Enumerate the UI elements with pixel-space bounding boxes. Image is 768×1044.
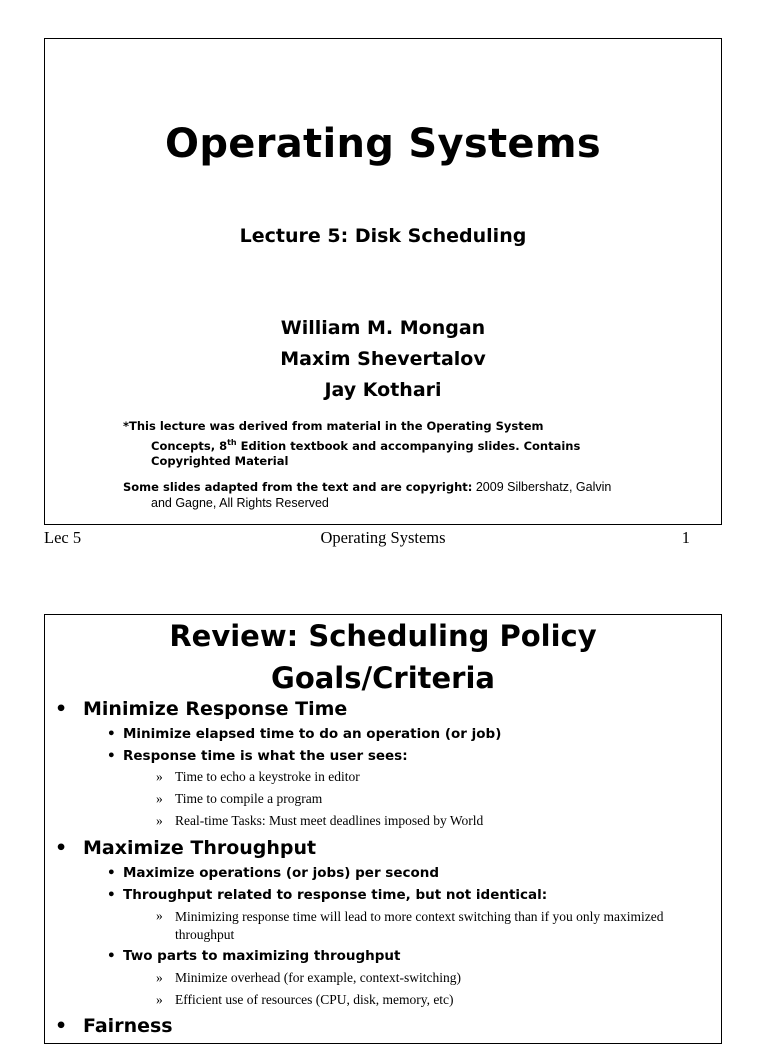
slide-title: [45, 615, 721, 699]
footer-page-number: 1: [681, 528, 690, 547]
bullet-dot: •: [55, 1015, 68, 1037]
lecture-subtitle: Lecture 5: Disk Scheduling: [239, 225, 527, 247]
sub-bullet-text: Minimize elapsed time to do an operation (or job): [123, 726, 502, 742]
author-list: [45, 313, 721, 406]
page-footer: [44, 528, 722, 550]
note-line: *This lecture was derived from material in the Operating System: [123, 419, 544, 433]
detail-text: Time to compile a program: [175, 791, 323, 806]
sub-bullet-text: Two parts to maximizing throughput: [123, 948, 401, 964]
note-text: Concepts, 8: [151, 438, 228, 453]
heading-text: Minimize Response Time: [83, 698, 348, 720]
bullet-dot: •: [55, 837, 68, 859]
note-text: Edition textbook and accompanying slides. Contains: [236, 438, 581, 453]
bullet-marker: »: [156, 791, 163, 806]
copyright-note: [123, 480, 701, 511]
detail-item: [156, 813, 484, 829]
detail-text: Efficient use of resources (CPU, disk, memory, etc): [175, 992, 454, 1007]
copyright-line: [123, 480, 701, 496]
review-slide: [44, 614, 722, 1044]
sub-bullet: [107, 948, 401, 964]
bullet-dot: •: [107, 748, 116, 764]
bullet-marker: »: [156, 970, 163, 985]
note-line: [123, 435, 701, 454]
detail-item: [156, 992, 454, 1008]
copyright-holders: 2009 Silbershatz, Galvin: [472, 480, 612, 494]
sub-bullet: [107, 748, 408, 764]
detail-text: Time to echo a keystroke in editor: [175, 769, 360, 784]
author-name: Maxim Shevertalov: [280, 348, 486, 370]
author-name: William M. Mongan: [280, 317, 486, 339]
bullet-heading: [55, 698, 348, 720]
detail-text-wrapped: Minimizing response time will lead to more context switching than if you only maximized throughput: [175, 909, 664, 942]
title-line: Goals/Criteria: [271, 661, 495, 695]
detail-item: [156, 791, 323, 807]
sub-bullet-text: Maximize operations (or jobs) per second: [123, 865, 440, 881]
slide-title: Operating Systems: [165, 121, 601, 167]
note-line: Copyrighted Material: [151, 453, 289, 468]
detail-text: Minimize overhead (for example, context-switching): [175, 970, 462, 985]
bullet-marker: »: [156, 908, 163, 923]
title-line: Review: Scheduling Policy: [169, 619, 597, 653]
footer-course: Operating Systems: [320, 528, 446, 547]
sub-bullet-text: Throughput related to response time, but not identical:: [123, 887, 548, 903]
bullet-dot: •: [107, 865, 116, 881]
detail-text: Real-time Tasks: Must meet deadlines imposed by World: [175, 813, 484, 828]
detail-item: [156, 970, 462, 986]
sub-bullet: [107, 865, 440, 881]
sub-bullet-text: Response time is what the user sees:: [123, 748, 408, 764]
bullet-marker: »: [156, 813, 163, 828]
title-slide: [44, 38, 722, 525]
bullet-heading: [55, 1015, 173, 1037]
bullet-heading: [55, 837, 317, 859]
derivation-note: [123, 419, 701, 469]
sub-bullet: [107, 887, 548, 903]
note-superscript: th: [227, 437, 237, 447]
copyright-line: and Gagne, All Rights Reserved: [151, 495, 329, 510]
bullet-dot: •: [55, 698, 68, 720]
bullet-marker: »: [156, 769, 163, 784]
bullet-marker: »: [156, 992, 163, 1007]
heading-text: Maximize Throughput: [83, 837, 317, 859]
sub-bullet: [107, 726, 502, 742]
bullet-dot: •: [107, 948, 116, 964]
detail-item: [156, 769, 360, 785]
copyright-label: Some slides adapted from the text and are copyright:: [123, 480, 473, 494]
heading-text: Fairness: [83, 1015, 173, 1037]
bullet-dot: •: [107, 887, 116, 903]
footer-lecture: Lec 5: [44, 528, 82, 547]
author-name: Jay Kothari: [324, 379, 442, 401]
bullet-dot: •: [107, 726, 116, 742]
